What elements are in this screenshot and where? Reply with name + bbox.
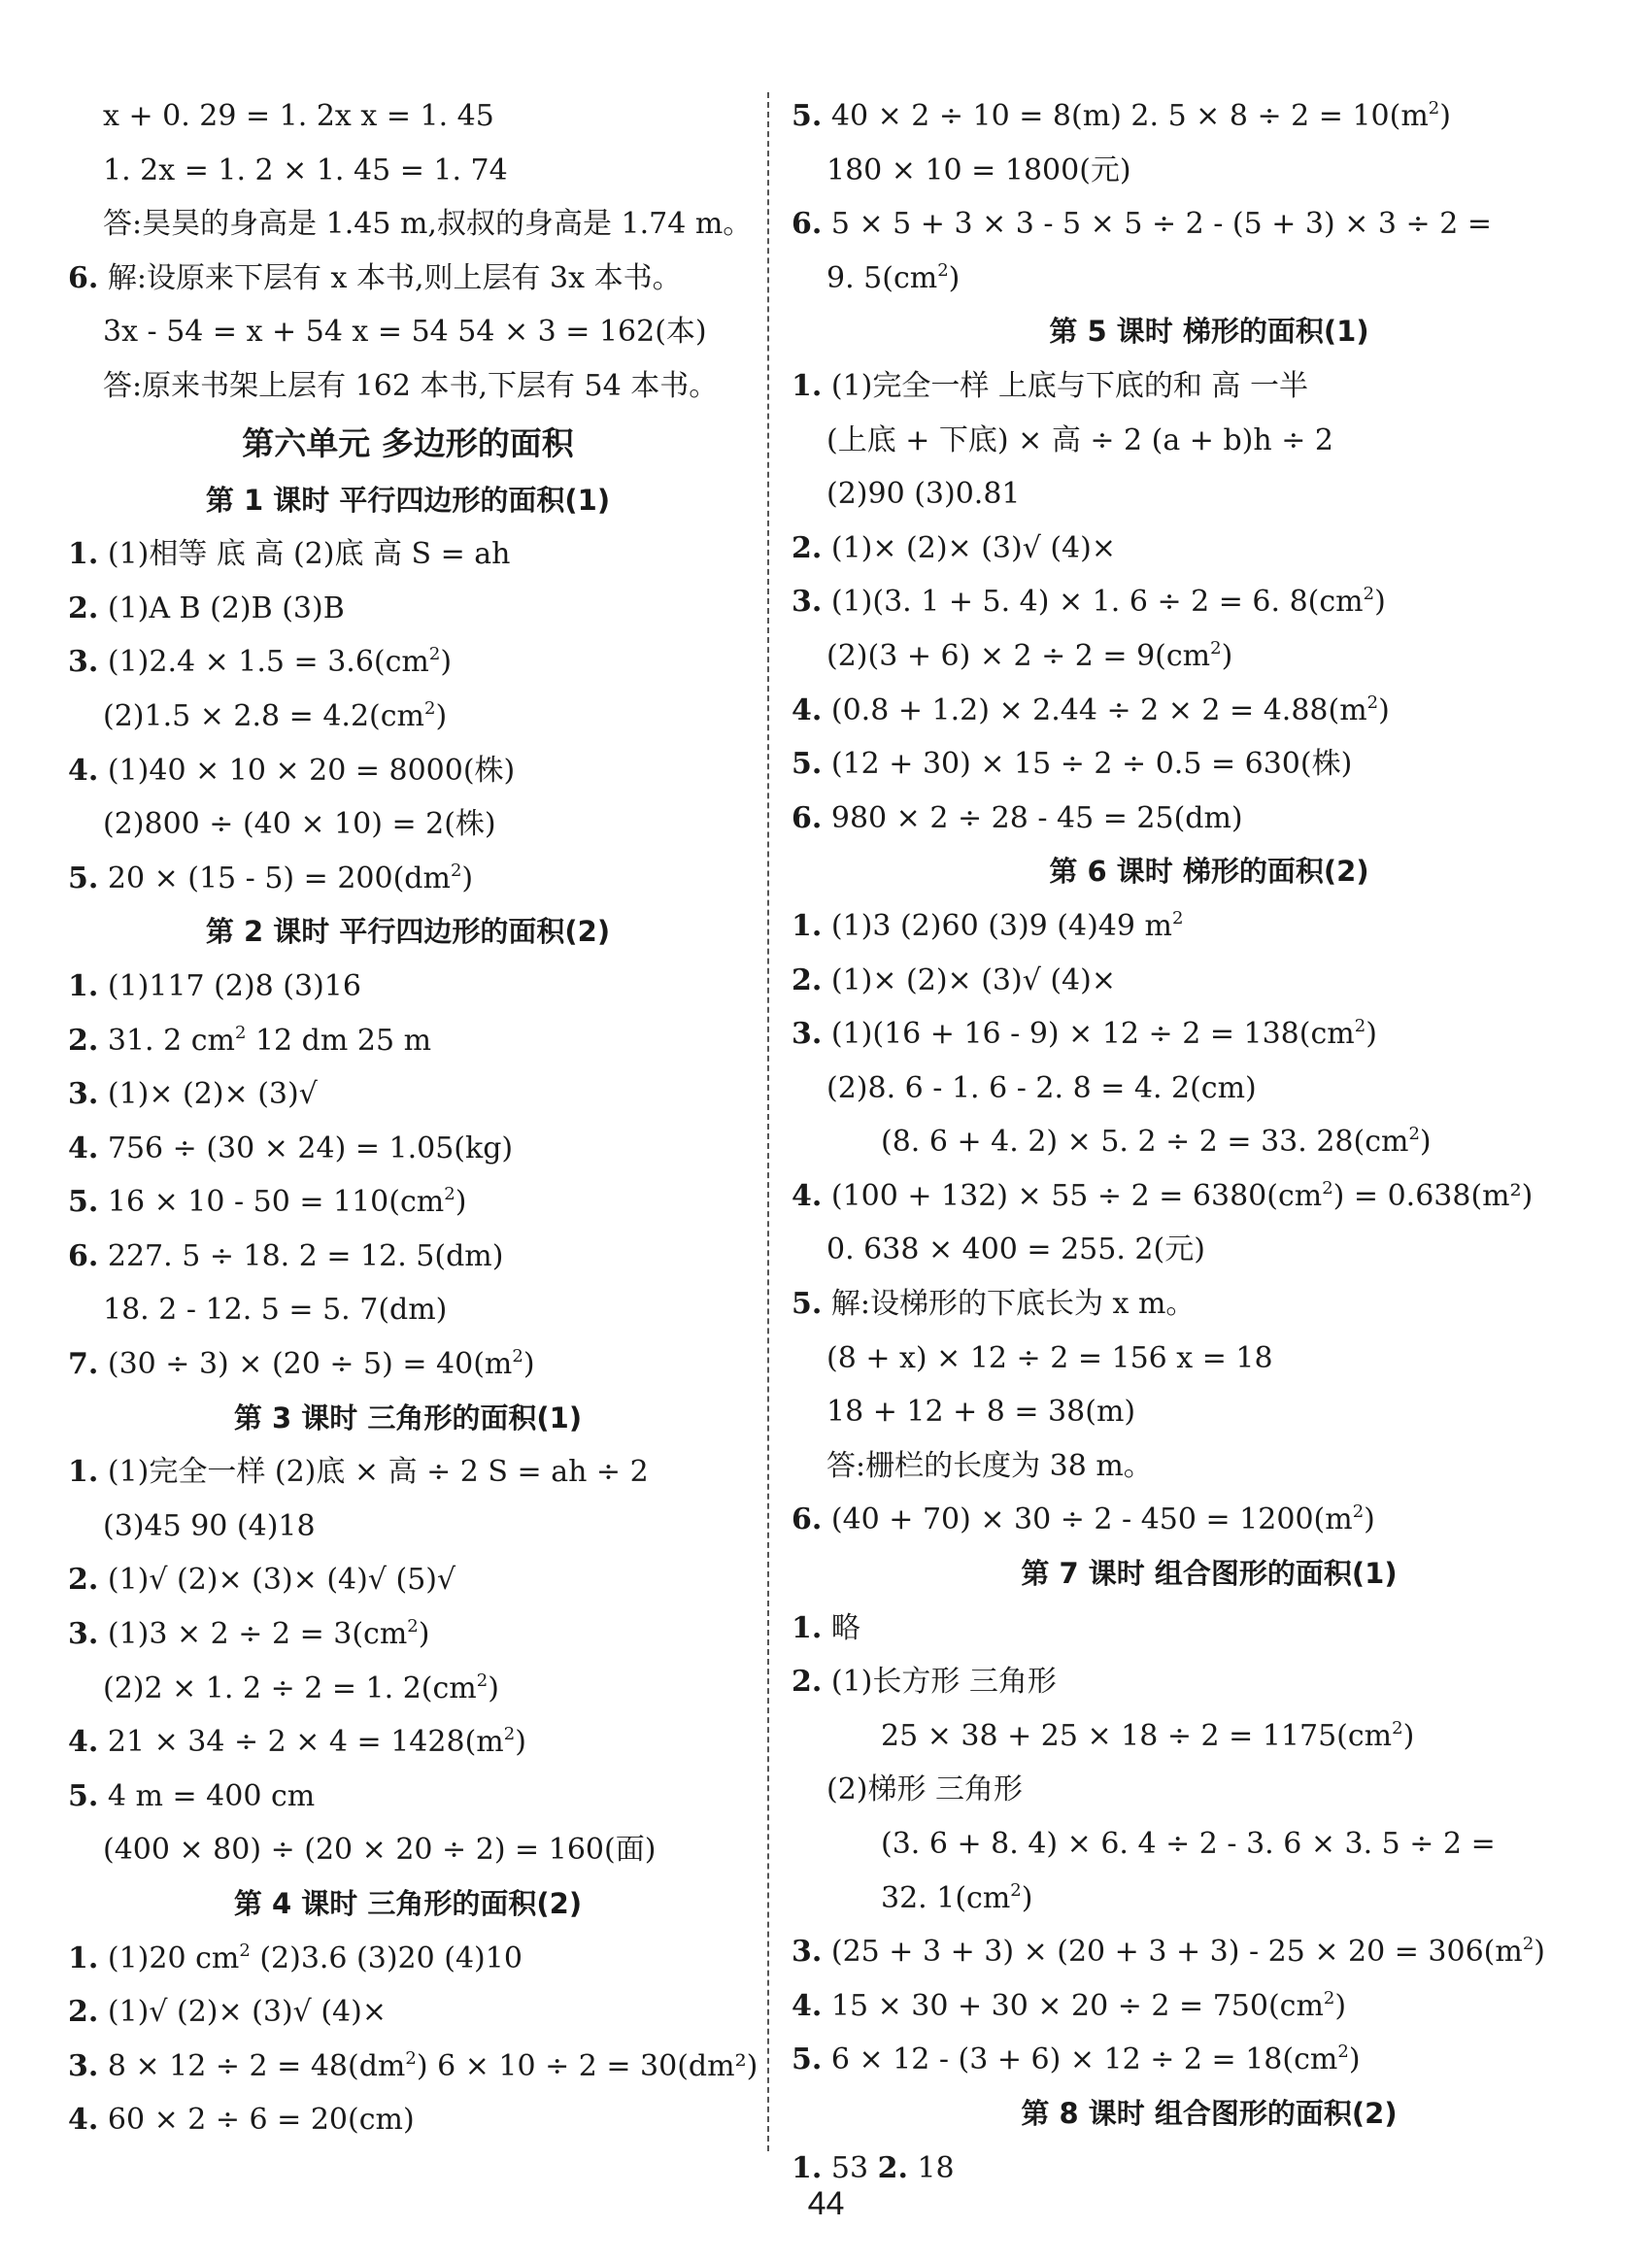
answer-tail: ) = 0.638(m²) xyxy=(1332,1178,1534,1213)
exponent: 2 xyxy=(512,1346,523,1367)
answer-text: 180 × 10 = 1800(元) xyxy=(826,152,1131,187)
question-number: 2. xyxy=(792,962,823,997)
answer-line xyxy=(792,1872,1627,1926)
exponent: 2 xyxy=(234,1022,247,1043)
answer-line xyxy=(68,1715,748,1770)
answer-text: (1)(3. 1 + 5. 4) × 1. 6 ÷ 2 = 6. 8(cm xyxy=(822,585,1364,620)
answer-text: 25 × 38 + 25 × 18 ÷ 2 = 1175(cm xyxy=(881,1718,1393,1753)
answer-line xyxy=(792,1817,1627,1872)
answer-text: 15 × 30 + 30 × 20 ÷ 2 = 750(cm xyxy=(822,1988,1324,2023)
question-number: 7. xyxy=(68,1347,99,1382)
answer-line xyxy=(68,1932,748,1986)
answer-text: (8 + x) × 12 ÷ 2 = 156 x = 18 xyxy=(826,1340,1273,1375)
answer-tail: ) xyxy=(948,260,961,295)
question-number: 5. xyxy=(68,1185,99,1220)
answer-text: 4 m = 400 cm xyxy=(98,1778,316,1813)
exponent: 2 xyxy=(1337,2042,1349,2063)
answer-line xyxy=(792,1979,1627,2034)
answer-line xyxy=(792,197,1627,252)
question-number: 1. xyxy=(68,968,99,1003)
answer-text: (2)90 (3)0.81 xyxy=(826,477,1021,512)
answer-line xyxy=(792,899,1627,954)
answer-text: (1)相等 底 高 (2)底 高 S = ah xyxy=(98,537,511,572)
exponent: 2 xyxy=(405,2047,417,2069)
question-number: 5. xyxy=(792,2042,823,2077)
question-number: 4. xyxy=(792,692,823,727)
exponent: 2 xyxy=(503,1724,516,1745)
answer-text: (1)√ (2)× (3)× (4)√ (5)√ xyxy=(98,1563,456,1598)
exponent: 2 xyxy=(1171,907,1184,928)
question-number: 2. xyxy=(68,1995,99,2030)
unit-title: 第六单元 多边形的面积 xyxy=(242,423,574,462)
answer-line xyxy=(68,2040,759,2094)
question-number: 2. xyxy=(877,2150,908,2185)
answer-text: 略 xyxy=(822,1610,860,1645)
answer-tail: ) xyxy=(1021,1880,1033,1915)
answer-line xyxy=(792,2033,1627,2087)
answer-text: (3)45 90 (4)18 xyxy=(103,1508,316,1543)
question-number: 2. xyxy=(792,1665,823,1700)
question-number: 2. xyxy=(68,1023,99,1058)
question-number: 1. xyxy=(68,1455,99,1490)
answer-line xyxy=(68,144,748,198)
answer-text: (100 + 132) × 55 ÷ 2 = 6380(cm xyxy=(822,1178,1323,1213)
exponent: 2 xyxy=(1366,692,1379,713)
answer-text: 答:昊昊的身高是 1.45 m,叔叔的身高是 1.74 m。 xyxy=(103,207,753,242)
lesson-heading: 第 8 课时 组合图形的面积(2) xyxy=(1021,2096,1398,2130)
answer-tail: ) xyxy=(418,1617,430,1652)
answer-tail: ) xyxy=(515,1725,526,1760)
answer-line xyxy=(792,1332,1627,1386)
question-number: 3. xyxy=(68,1077,99,1112)
question-number: 6. xyxy=(68,260,99,295)
answer-tail: ) xyxy=(1364,1502,1375,1537)
question-number: 4. xyxy=(68,753,99,788)
question-number: 3. xyxy=(68,2048,99,2083)
answer-text: (1)40 × 10 × 20 = 8000(株) xyxy=(98,753,516,788)
answer-tail: ) xyxy=(1221,638,1233,673)
question-number: 2. xyxy=(68,1563,99,1598)
answer-text: (8. 6 + 4. 2) × 5. 2 ÷ 2 = 33. 28(cm xyxy=(881,1125,1409,1160)
question-number: 3. xyxy=(792,1017,823,1052)
answer-text: (1)(16 + 16 - 9) × 12 ÷ 2 = 138(cm xyxy=(822,1017,1355,1052)
answer-text: 980 × 2 ÷ 28 - 45 = 25(dm) xyxy=(822,800,1243,835)
question-number: 3. xyxy=(792,585,823,620)
answer-text: (上底 + 下底) × 高 ÷ 2 (a + b)h ÷ 2 xyxy=(826,422,1333,457)
answer-line xyxy=(792,359,1627,414)
answer-text: (2)(3 + 6) × 2 ÷ 2 = 9(cm xyxy=(826,638,1211,673)
answer-text: 16 × 10 - 50 = 110(cm xyxy=(98,1185,445,1220)
answer-text: (1)× (2)× (3)√ (4)× xyxy=(822,962,1116,997)
answer-text: (1)× (2)× (3)√ xyxy=(98,1077,318,1112)
answer-text: 60 × 2 ÷ 6 = 20(cm) xyxy=(98,2103,415,2138)
answer-line xyxy=(792,1277,1627,1332)
exponent: 2 xyxy=(1428,98,1440,118)
answer-text: 20 × (15 - 5) = 200(dm xyxy=(98,861,451,895)
question-number: 2. xyxy=(792,530,823,565)
answer-line xyxy=(68,1283,748,1337)
question-number: 2. xyxy=(68,591,99,625)
answer-line xyxy=(68,1985,748,2040)
question-number: 5. xyxy=(68,1778,99,1813)
answer-line xyxy=(68,1607,748,1662)
answer-line xyxy=(68,197,753,252)
exponent: 2 xyxy=(1010,1879,1022,1901)
answer-tail: ) xyxy=(1374,585,1386,620)
answer-text: (1)117 (2)8 (3)16 xyxy=(98,968,361,1003)
answer-text: (1)3 (2)60 (3)9 (4)49 m xyxy=(822,908,1172,943)
answer-line xyxy=(792,1602,1627,1656)
answer-text: 32. 1(cm xyxy=(881,1880,1011,1915)
question-number: 5. xyxy=(68,861,99,895)
question-number: 1. xyxy=(68,1940,99,1975)
exponent: 2 xyxy=(476,1670,489,1691)
page-number: 44 xyxy=(807,2185,845,2222)
question-number: 5. xyxy=(792,1287,823,1322)
answer-text: (1)完全一样 (2)底 × 高 ÷ 2 S = ah ÷ 2 xyxy=(98,1455,649,1490)
answer-line xyxy=(68,305,748,359)
answer-line xyxy=(68,1553,748,1607)
answer-line xyxy=(792,252,1627,306)
answer-line xyxy=(68,690,748,744)
question-number: 1. xyxy=(792,2150,823,2185)
answer-text: 756 ÷ (30 × 24) = 1.05(kg) xyxy=(98,1130,514,1165)
answer-line xyxy=(792,1655,1627,1709)
answer-line xyxy=(792,737,1627,792)
answer-tail: ) xyxy=(440,645,453,680)
answer-line xyxy=(792,1925,1627,1979)
answer-line xyxy=(792,89,1627,144)
answer-text: (2)8. 6 - 1. 6 - 2. 8 = 4. 2(cm) xyxy=(826,1070,1257,1105)
question-number: 4. xyxy=(68,2103,99,2138)
answer-line xyxy=(68,1445,748,1500)
exponent: 2 xyxy=(444,1184,455,1205)
answer-line xyxy=(68,1014,748,1068)
lesson-heading: 第 7 课时 组合图形的面积(1) xyxy=(1021,1557,1398,1591)
answer-line xyxy=(792,1493,1627,1547)
exponent: 2 xyxy=(1352,1502,1365,1523)
answer-line xyxy=(68,852,748,906)
exponent: 2 xyxy=(1354,1016,1366,1037)
answer-text: 答:栅栏的长度为 38 m。 xyxy=(826,1448,1153,1483)
answer-text: (40 + 70) × 30 ÷ 2 - 450 = 1200(m xyxy=(822,1502,1353,1537)
answer-line xyxy=(68,89,748,144)
answer-line xyxy=(68,635,748,690)
answer-line xyxy=(792,1169,1627,1224)
question-number: 6. xyxy=(792,1502,823,1537)
answer-text: (1)√ (2)× (3)√ (4)× xyxy=(98,1995,387,2030)
answer-text: 解:设原来下层有 x 本书,则上层有 3x 本书。 xyxy=(98,260,682,295)
answer-tail: ) xyxy=(1534,1935,1545,1970)
answer-tail: ) xyxy=(1378,692,1390,727)
answer-text: (0.8 + 1.2) × 2.44 ÷ 2 × 2 = 4.88(m xyxy=(822,692,1367,727)
answer-tail: ) xyxy=(523,1347,535,1382)
answer-text: 解:设梯形的下底长为 x m。 xyxy=(822,1287,1196,1322)
answer-text: (1)× (2)× (3)√ (4)× xyxy=(822,530,1116,565)
question-number: 6. xyxy=(792,800,823,835)
question-number: 5. xyxy=(792,747,823,782)
answer-line xyxy=(68,1500,748,1554)
right-column xyxy=(792,89,1627,2195)
answer-line xyxy=(792,522,1627,576)
answer-text: 227. 5 ÷ 18. 2 = 12. 5(dm) xyxy=(98,1238,504,1273)
answer-tail: ) xyxy=(1439,99,1451,133)
exponent: 2 xyxy=(1363,584,1375,605)
question-number: 4. xyxy=(792,1988,823,2023)
answer-line xyxy=(792,1439,1627,1494)
answer-line xyxy=(68,359,748,414)
answer-text: (1)A B (2)B (3)B xyxy=(98,591,345,625)
answer-line xyxy=(68,1067,748,1122)
answer-line xyxy=(792,792,1627,846)
question-number: 1. xyxy=(68,537,99,572)
answer-text: (2)1.5 × 2.8 = 4.2(cm xyxy=(103,698,424,733)
answer-line xyxy=(792,629,1627,684)
answer-text: 3x - 54 = x + 54 x = 54 54 × 3 = 162(本) xyxy=(103,315,707,350)
answer-text: (25 + 3 + 3) × (20 + 3 + 3) - 25 × 20 = 306(m xyxy=(822,1935,1523,1970)
answer-line xyxy=(792,144,1627,198)
answer-text: 6 × 12 - (3 + 6) × 12 ÷ 2 = 18(cm xyxy=(822,2042,1338,2077)
answer-line xyxy=(792,414,1627,468)
exponent: 2 xyxy=(424,697,436,719)
answer-tail: ) xyxy=(1348,2042,1361,2077)
answer-line xyxy=(792,1062,1627,1116)
answer-line xyxy=(68,252,748,306)
exponent: 2 xyxy=(1322,1177,1333,1198)
exponent: 2 xyxy=(1323,1987,1335,2008)
answer-text: 8 × 12 ÷ 2 = 48(dm xyxy=(98,2048,406,2083)
question-number: 3. xyxy=(68,1617,99,1652)
column-divider xyxy=(767,92,769,2151)
answer-text: 1. 2x = 1. 2 × 1. 45 = 1. 74 xyxy=(103,152,508,187)
answer-line xyxy=(68,1823,748,1877)
exponent: 2 xyxy=(1522,1934,1534,1955)
answer-line xyxy=(68,527,748,582)
answer-line xyxy=(792,1385,1627,1439)
answer-text: 21 × 34 ÷ 2 × 4 = 1428(m xyxy=(98,1725,504,1760)
answer-text: 18. 2 - 12. 5 = 5. 7(dm) xyxy=(103,1293,448,1328)
answer-text: (2)2 × 1. 2 ÷ 2 = 1. 2(cm xyxy=(103,1670,477,1705)
answer-line xyxy=(68,797,748,852)
answer-tail: ) xyxy=(1402,1718,1415,1753)
exponent: 2 xyxy=(407,1616,419,1637)
answer-text: 0. 638 × 400 = 255. 2(元) xyxy=(826,1232,1205,1267)
answer-text: (1)完全一样 上底与下底的和 高 一半 xyxy=(822,368,1308,403)
lesson-heading: 第 2 课时 平行四边形的面积(2) xyxy=(205,915,611,949)
question-number: 1. xyxy=(792,1610,823,1645)
question-number: 1. xyxy=(792,908,823,943)
answer-text: 31. 2 cm xyxy=(98,1023,235,1058)
answer-text: 18 xyxy=(907,2150,955,2185)
exponent: 2 xyxy=(937,259,949,281)
answer-text: (1)长方形 三角形 xyxy=(822,1665,1057,1700)
answer-tail: ) xyxy=(1365,1017,1377,1052)
answer-text: (12 + 30) × 15 ÷ 2 ÷ 0.5 = 630(株) xyxy=(822,747,1353,782)
answer-line xyxy=(68,1770,748,1824)
exponent: 2 xyxy=(1392,1717,1403,1738)
answer-text: 9. 5(cm xyxy=(826,260,938,295)
question-number: 4. xyxy=(792,1178,823,1213)
question-number: 1. xyxy=(792,368,823,403)
exponent: 2 xyxy=(1408,1124,1420,1145)
answer-text: (1)2.4 × 1.5 = 3.6(cm xyxy=(98,645,429,680)
answer-tail: ) 6 × 10 ÷ 2 = 30(dm²) xyxy=(416,2048,759,2083)
answer-line xyxy=(792,575,1627,629)
exponent: 2 xyxy=(1210,637,1222,658)
question-number: 6. xyxy=(792,207,823,242)
answer-line xyxy=(792,467,1627,522)
answer-text: 18 + 12 + 8 = 38(m) xyxy=(826,1395,1136,1430)
lesson-heading: 第 3 课时 三角形的面积(1) xyxy=(233,1400,583,1434)
answer-tail: (2)3.6 (3)20 (4)10 xyxy=(250,1940,523,1975)
answer-text: x + 0. 29 = 1. 2x x = 1. 45 xyxy=(103,99,494,133)
answer-line xyxy=(792,1115,1627,1169)
lesson-heading: 第 5 课时 梯形的面积(1) xyxy=(1049,315,1369,349)
question-number: 4. xyxy=(68,1725,99,1760)
answer-tail: ) xyxy=(461,861,474,895)
answer-line xyxy=(68,1662,748,1716)
answer-line xyxy=(792,1709,1627,1764)
exponent: 2 xyxy=(450,860,462,881)
answer-text: (3. 6 + 8. 4) × 6. 4 ÷ 2 - 3. 6 × 3. 5 ÷ 2 = xyxy=(881,1827,1496,1861)
answer-line xyxy=(792,1007,1627,1062)
answer-text: (1)20 cm xyxy=(98,1940,240,1975)
answer-text: (1)3 × 2 ÷ 2 = 3(cm xyxy=(98,1617,408,1652)
question-number: 3. xyxy=(792,1935,823,1970)
answer-text: 40 × 2 ÷ 10 = 8(m) 2. 5 × 8 ÷ 2 = 10(m xyxy=(822,99,1429,133)
answer-line xyxy=(68,960,748,1014)
answer-line xyxy=(792,1223,1627,1277)
answer-text: (400 × 80) ÷ (20 × 20 ÷ 2) = 160(面) xyxy=(103,1833,657,1868)
question-number: 5. xyxy=(792,99,823,133)
lesson-heading: 第 4 课时 三角形的面积(2) xyxy=(233,1887,583,1920)
answer-tail: ) xyxy=(1334,1988,1347,2023)
lesson-heading: 第 1 课时 平行四边形的面积(1) xyxy=(205,483,611,517)
exponent: 2 xyxy=(428,644,441,665)
left-column xyxy=(68,89,759,2147)
answer-line xyxy=(68,744,748,798)
answer-text: 答:原来书架上层有 162 本书,下层有 54 本书。 xyxy=(103,368,719,403)
question-number: 3. xyxy=(68,645,99,680)
answer-line xyxy=(68,1230,748,1284)
answer-tail: 12 dm 25 m xyxy=(246,1023,432,1058)
question-number: 4. xyxy=(68,1130,99,1165)
answer-text: 53 xyxy=(822,2150,878,2185)
answer-line xyxy=(792,1763,1627,1817)
answer-line xyxy=(68,582,748,636)
answer-text: (2)梯形 三角形 xyxy=(826,1772,1024,1807)
question-number: 6. xyxy=(68,1238,99,1273)
answer-tail: ) xyxy=(435,698,448,733)
answer-line xyxy=(792,684,1627,738)
answer-line xyxy=(792,954,1627,1008)
answer-line xyxy=(68,2093,748,2147)
lesson-heading: 第 6 课时 梯形的面积(2) xyxy=(1049,855,1369,889)
answer-line xyxy=(68,1175,748,1230)
answer-tail: ) xyxy=(488,1670,499,1705)
answer-tail: ) xyxy=(455,1185,467,1220)
answer-text: (30 ÷ 3) × (20 ÷ 5) = 40(m xyxy=(98,1347,513,1382)
answer-line xyxy=(68,1337,748,1392)
answer-line xyxy=(68,1122,748,1176)
answer-text: (2)800 ÷ (40 × 10) = 2(株) xyxy=(103,807,496,842)
answer-text: 5 × 5 + 3 × 3 - 5 × 5 ÷ 2 - (5 + 3) × 3 ÷ 2 = xyxy=(822,207,1492,242)
answer-tail: ) xyxy=(1419,1125,1432,1160)
exponent: 2 xyxy=(239,1940,251,1961)
